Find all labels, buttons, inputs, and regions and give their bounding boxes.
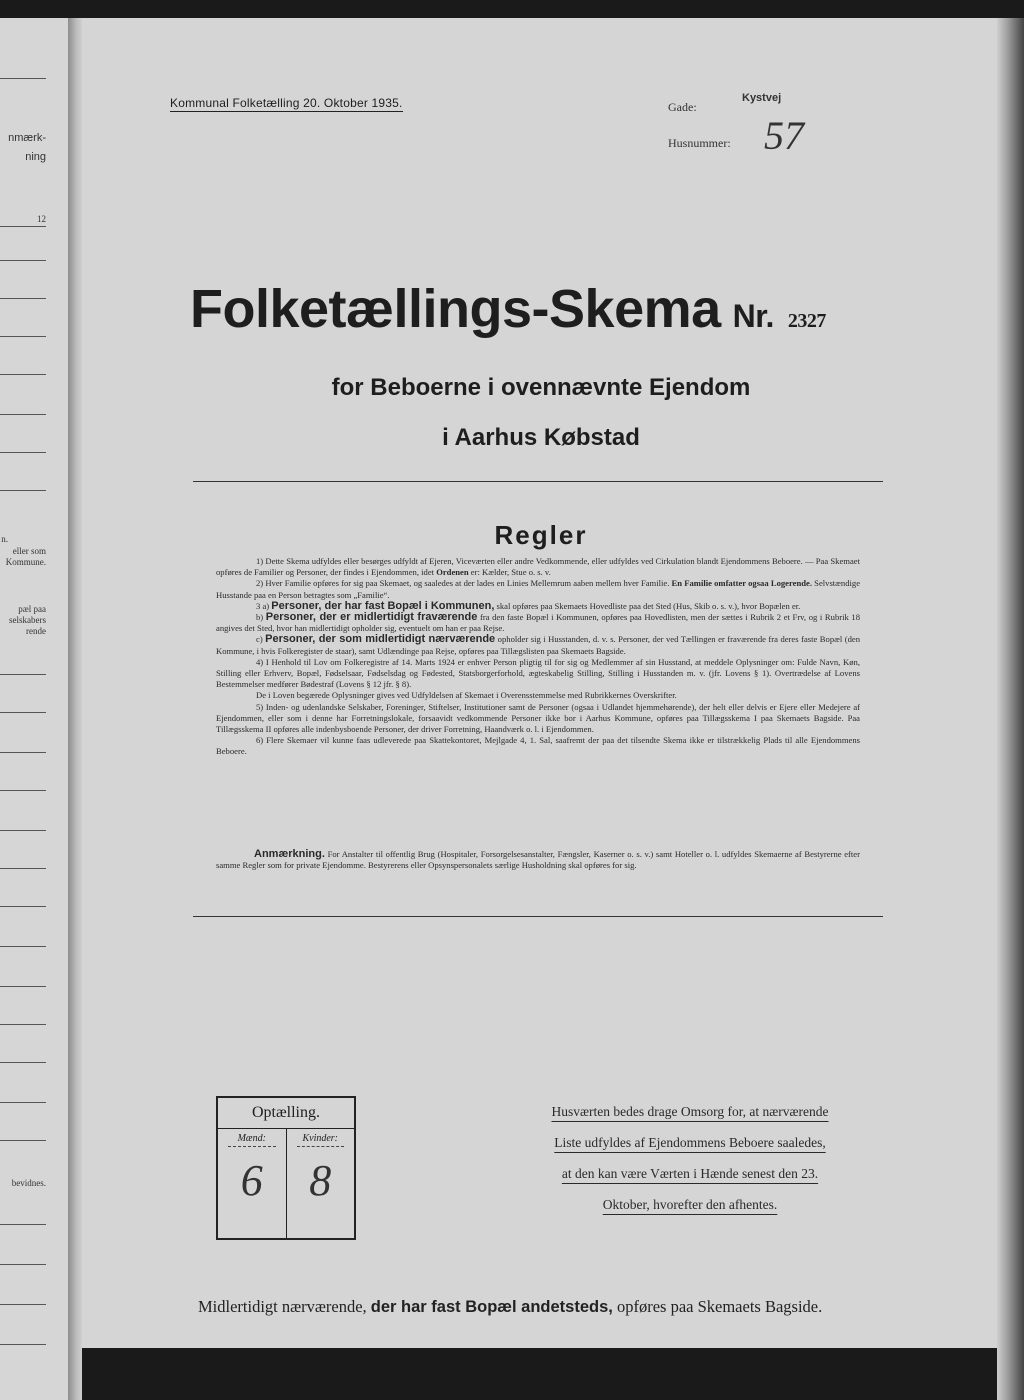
- page-edge: [997, 18, 1024, 1400]
- ruled-line: [0, 790, 46, 791]
- left-fragment-text: ning: [25, 151, 46, 163]
- host-notice-line: Oktober, hvorefter den afhentes.: [602, 1197, 778, 1212]
- rule-3c: c) Personer, der som midlertidigt nærværende opholder sig i Husstanden, d. v. s. Personer, der ved Tællingen er fraværende fra deres faste Bopæl (den Kommune, i hvis Folkeregister de staar), samt Udlændinge paa Rejse, opføres paa Tillægslisten paa Skemaets Bagside.: [216, 633, 861, 656]
- ruled-line: [0, 1344, 46, 1345]
- ruled-line: [0, 260, 46, 261]
- left-fragment-text: eller som: [12, 546, 46, 556]
- rule-2: 2) Hver Familie opføres for sig paa Skemaet, og saaledes at der lades en Linies Mellemrum aaben mellem hver Familie. En Familie omfatter ogsaa Logerende. Selvstændige Husstande paa en Person betragtes som „Familie“.: [216, 578, 861, 600]
- men-count: 6: [240, 1156, 263, 1205]
- rule-3a: 3 a) Personer, der har fast Bopæl i Kommunen, skal opføres paa Skemaets Hovedliste paa det Sted (Hus, Skib o. s. v.), hvor Bopælen er.: [256, 599, 801, 612]
- form-subtitle: for Beboerne i ovennævnte Ejendom: [331, 374, 751, 401]
- form-number-value: 2327: [787, 310, 826, 332]
- book-spine: [68, 18, 82, 1400]
- ruled-line: [0, 414, 46, 415]
- women-column: [287, 1129, 355, 1239]
- remark-label: Anmærkning.: [254, 848, 325, 860]
- ruled-line: [0, 374, 46, 375]
- ruled-line: [0, 868, 46, 869]
- ruled-line: [0, 1102, 46, 1103]
- left-fragment-text: 12: [37, 214, 46, 224]
- house-number-value: 57: [764, 113, 804, 158]
- ruled-line: [0, 1304, 46, 1305]
- ruled-line: [0, 986, 46, 987]
- count-box: [216, 1096, 356, 1240]
- rule-6: 6) Flere Skemaer vil kunne faas udleverede paa Skattekontoret, Mejlgade 4, 1. Sal, saafremt der paa det tilsendte Skema ikke er tilstrækkelig Plads til alle Ejendommens Beboere.: [216, 735, 860, 757]
- host-notice-line: Husværten bedes drage Omsorg for, at nærværende: [551, 1104, 829, 1119]
- left-fragment-text: bevidnes.: [11, 1178, 46, 1188]
- ruled-line: [0, 906, 46, 907]
- form-title-main: Folketællings-Skema: [190, 279, 721, 339]
- ruled-line: [0, 490, 46, 491]
- rule-4: 4) I Henhold til Lov om Folkeregistre af 14. Marts 1924 er enhver Person pligtig til for sig og Medlemmer af sin Husstand, at meddele Oplysninger om: Fulde Navn, Køn, Stilling eller Erhverv, Bopæl, Fødselsaar, Fødselsdag og Fødested, Statsborgerforhold, ægteskabelig Stilling, Stilling i Husstanden m. v. (jfr. Lovens § 1). Overtrædelse af Lovens Bestemmelser medfører Bødestraf (Lovens § 12 jfr. § 8).: [216, 656, 860, 690]
- left-fragment-text: n.: [1, 534, 8, 544]
- left-fragment-text: rende: [26, 626, 46, 636]
- ruled-line: [0, 78, 46, 79]
- ruled-line: [0, 674, 46, 675]
- ruled-line: [0, 298, 46, 299]
- house-number-label: Husnummer:: [668, 136, 731, 150]
- host-notice-line: Liste udfyldes af Ejendommens Beboere saaledes,: [554, 1135, 826, 1150]
- ruled-line: [0, 1140, 46, 1141]
- women-label: Kvinder:: [297, 1129, 345, 1147]
- women-count: 8: [309, 1156, 332, 1205]
- divider: [193, 916, 883, 917]
- street-value: Kystvej: [742, 92, 782, 104]
- ruled-line: [0, 226, 46, 227]
- ruled-line: [0, 1224, 46, 1225]
- ruled-line: [0, 752, 46, 753]
- men-label: Mænd:: [228, 1129, 276, 1147]
- ruled-line: [0, 1264, 46, 1265]
- host-notice-line: at den kan være Værten i Hænde senest den 23.: [561, 1166, 819, 1181]
- form-number-label: Nr.: [732, 298, 774, 334]
- left-fragment-text: nmærk-: [8, 132, 46, 144]
- host-notice: [520, 1104, 860, 1228]
- street-label: Gade:: [668, 100, 697, 114]
- ruled-line: [0, 1062, 46, 1063]
- footer-note: Midlertidigt nærværende, der har fast Bopæl andetsteds, opføres paa Skemaets Bagside.: [198, 1297, 823, 1316]
- count-heading: Optælling.: [218, 1098, 354, 1129]
- remark-text: For Anstalter til offentlig Brug (Hospitaler, Forsorgelsesanstalter, Fængsler, Kaserner o. s. v.) samt Hoteller o. l. udfyldes Skemaerne af Bestyrerne efter samme Regler som for private Ejendomme. Bestyrerens eller Opsynspersonalets særlige Husholdning skal opføres for sig.: [216, 849, 860, 871]
- rule-3b: b) Personer, der er midlertidigt fraværende fra den faste Bopæl i Kommunen, opføres paa Hovedlisten, men der sættes i Rubrik 2 et Frv, og i Rubrik 18 angives det Sted, hvor han midlertidigt opholder sig, eventuelt om han er paa Rejse.: [216, 611, 860, 634]
- form-subtitle-location: i Aarhus Købstad: [442, 424, 640, 451]
- census-header: Kommunal Folketælling 20. Oktober 1935.: [170, 96, 403, 110]
- remark-paragraph: [216, 849, 860, 871]
- divider: [193, 481, 883, 482]
- ruled-line: [0, 452, 46, 453]
- left-fragment-text: Kommune.: [5, 557, 46, 567]
- rule-5: 5) Inden- og udenlandske Selskaber, Foreninger, Stiftelser, Institutioner samt de Personer (ogsaa i Udlandet hjemmehørende), der helt eller delvis er Ejere eller Medejere af Ejendommen, eller som i denne har Forretningslokale, forsaavidt vedkommende Personer ikke bor i Aarhus Kommune, opføres paa Tillægsskema I paa Skemaets Bagside. Paa Tillægsskema II opføres alle indenbysboende Personer, der driver Forretning, Haandværk o. l. i Ejendommen.: [216, 701, 860, 735]
- left-page-fragment: [0, 18, 70, 1400]
- ruled-line: [0, 830, 46, 831]
- left-fragment-text: selskabers: [9, 615, 46, 625]
- rule-1: 1) Dette Skema udfyldes eller besørges udfyldt af Ejeren, Viceværten eller andre Vedkommende, eller udfyldes ved Cirkulation blandt Ejendommens Beboere. — Paa Skemaet opføres de Familier og Personer, der findes i Ejendommen, idet Ordenen er: Kælder, Stue o. s. v.: [216, 556, 860, 578]
- form-title: [190, 278, 910, 340]
- rules-heading: Regler: [494, 520, 588, 550]
- ruled-line: [0, 1024, 46, 1025]
- men-column: [218, 1129, 287, 1239]
- rules-text: [216, 556, 860, 758]
- rule-4b: De i Loven begærede Oplysninger gives ved Udfyldelsen af Skemaet i Overensstemmelse med Rubrikkernes Overskrifter.: [256, 690, 677, 701]
- left-fragment-text: pæl paa: [18, 604, 46, 614]
- ruled-line: [0, 946, 46, 947]
- ruled-line: [0, 712, 46, 713]
- ruled-line: [0, 336, 46, 337]
